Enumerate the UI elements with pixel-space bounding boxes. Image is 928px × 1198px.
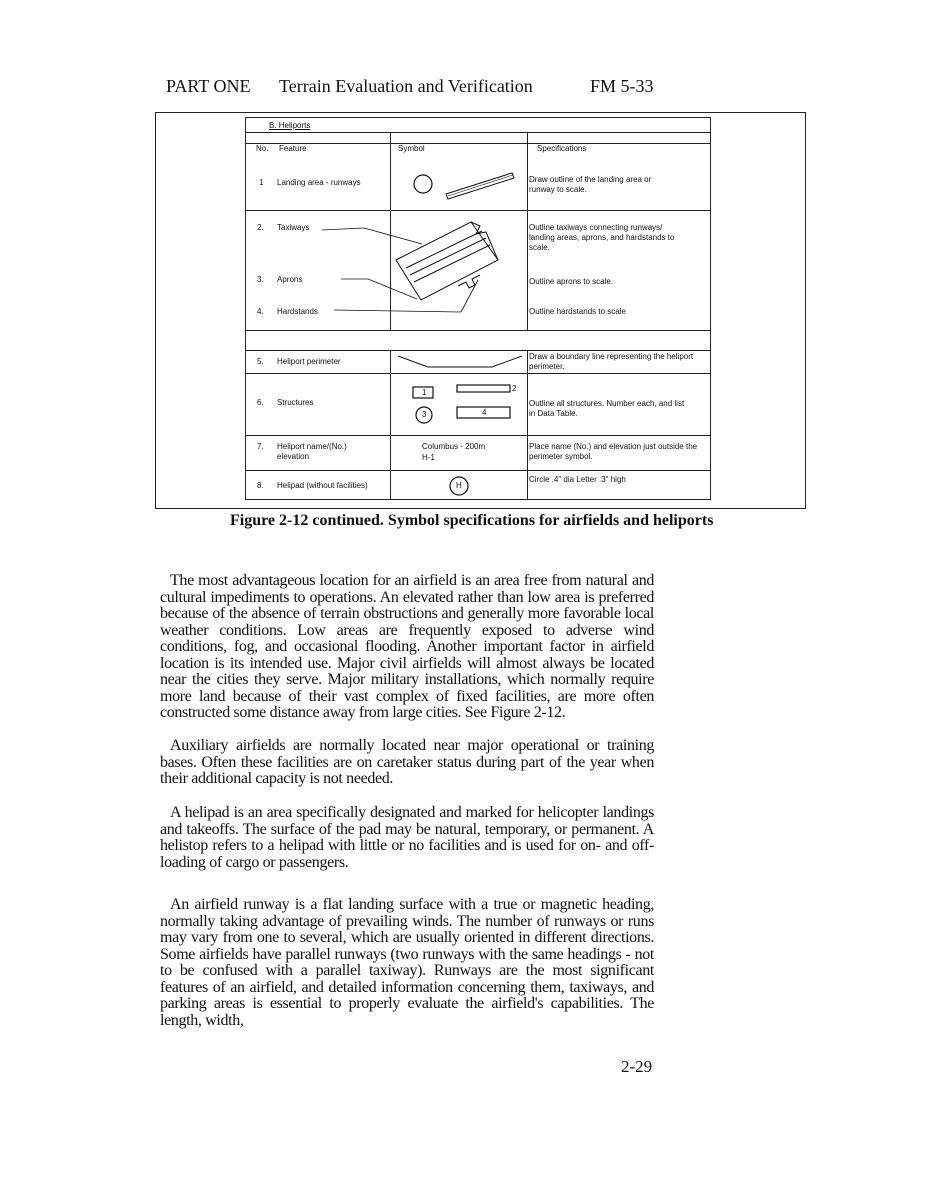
row-6-spec: Outline all structures. Number each, and list in Data Table. — [529, 399, 685, 418]
row-8-spec: Circle .4" dia Letter .3" high — [529, 475, 626, 484]
perimeter-symbol — [398, 356, 522, 367]
header-fm: FM 5-33 — [590, 76, 654, 96]
structure-4-label: 4 — [482, 408, 487, 417]
paragraph-4: An airfield runway is a flat landing surface with a true or magnetic heading, normally taking advantage of prevailing winds. The number of runways or runs may vary from one to several, which are usually oriented in different directions. Some airfields have parallel runways (two runways with the same headings - not to be confused with a parallel taxiway). Runways are the most significant features of an airfield, and detailed information concerning them, taxiways, and parking areas is essential to properly evaluate the airfield's capabilities. The length, width, — [160, 896, 654, 1029]
page-number: 2-29 — [621, 1057, 653, 1076]
row-1-spec: Draw outline of the landing area or runway to scale. — [529, 175, 652, 194]
header-part: PART ONE — [166, 76, 251, 96]
row-1-no: 1 — [259, 178, 264, 187]
row-8-no: 8. — [257, 481, 264, 490]
paragraph-1: The most advantageous location for an airfield is an area free from natural and cultural impediments to operations. An elevated rather than low area is preferred because of the absence of terrain obstructions and generally more favorable local weather conditions. Low areas are frequently exposed to adverse wind conditions, fog, and occasional flooding. Another important factor in airfield location is its intended use. Major civil airfields will almost always be located near the cities they serve. Major military installations, which normally require more land because of their vast complex of fixed facilities, are more often constructed some distance away from large cities. See Figure 2-12. — [160, 572, 654, 721]
row-7-no: 7. — [257, 442, 264, 451]
col-header-no: No. — [256, 144, 269, 153]
taxiway-apron-symbol — [322, 222, 498, 312]
section-title: B. Heliports — [269, 121, 311, 130]
col-header-feature: Feature — [279, 144, 307, 153]
row-5-no: 5. — [257, 357, 264, 366]
structures-symbol — [413, 385, 510, 423]
structure-2-box — [457, 385, 510, 392]
row-6-no: 6. — [257, 398, 264, 407]
row-2-feature: Taxiways — [277, 223, 310, 232]
structure-2-label: 2 — [512, 384, 517, 393]
row-7-feature: Heliport name/(No.) elevation — [277, 442, 347, 461]
helipad-letter: H — [456, 481, 462, 490]
row-3-feature: Aprons — [277, 275, 303, 284]
row-4-feature: Hardstands — [277, 307, 318, 316]
structure-3-label: 3 — [422, 410, 427, 419]
col-header-specs: Specifications — [537, 144, 587, 153]
symbols-drawing — [246, 118, 710, 499]
paragraph-3: A helipad is an area specifically designated and marked for helicopter landings and takeoffs. The surface of the pad may be natural, temporary, or permanent. A helistop refers to a helipad with little or no facilities and is used for on- and off-loading of cargo or passengers. — [160, 804, 654, 871]
row-4-spec: Outline hardstands to scale — [529, 307, 626, 316]
row-2-no: 2. — [257, 223, 264, 232]
row-1-feature: Landing area - runways — [277, 178, 361, 187]
row-2-spec: Outline taxiways connecting runways/ landing areas, aprons, and hardstands to scale. — [529, 223, 675, 252]
row-7-symbol-name: Columbus - 200m — [422, 442, 486, 451]
row-6-feature: Structures — [277, 398, 314, 407]
row-3-no: 3. — [257, 275, 264, 284]
paragraph-2: Auxiliary airfields are normally located near major operational or training bases. Often these facilities are on caretaker status during part of the year when their additional capacity is not needed. — [160, 737, 654, 787]
figure-caption: Figure 2-12 continued. Symbol specifications for airfields and heliports — [230, 512, 714, 529]
row-8-feature: Helipad (without facilities) — [277, 481, 368, 490]
header-title: Terrain Evaluation and Verification — [279, 76, 533, 96]
row-7-symbol-number: H-1 — [422, 453, 435, 462]
row-4-no: 4. — [257, 307, 264, 316]
row-5-spec: Draw a boundary line representing the heliport perimeter. — [529, 352, 694, 371]
row-7-spec: Place name (No.) and elevation just outside the perimeter symbol. — [529, 442, 698, 461]
structure-1-label: 1 — [422, 388, 427, 397]
landing-area-symbol — [414, 173, 514, 199]
symbol-table — [245, 117, 711, 500]
row-3-spec: Outline aprons to scale. — [529, 277, 614, 286]
col-header-symbol: Symbol — [398, 144, 425, 153]
row-5-feature: Heliport perimeter — [277, 357, 341, 366]
